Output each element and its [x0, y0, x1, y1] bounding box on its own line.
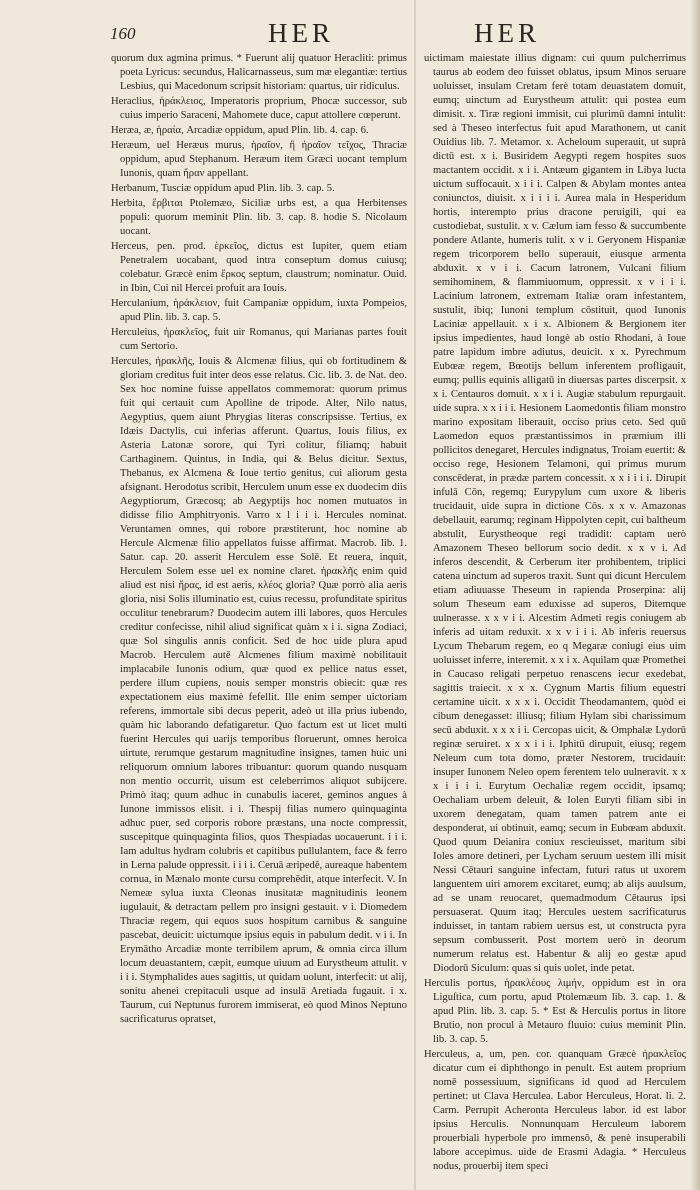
dictionary-entry: Heræa, æ, ἡραία, Arcadiæ oppidum, apud Plin. lib. 4. cap. 6. [111, 125, 369, 136]
dictionary-entry: Herculis portus, ἡρακλέους λιμήν, oppidum est in ora Liguſtica, cum portu, apud Ptolemæum lib. 3. cap. 1. & apud Plin. lib. 3. cap. 5. * Est & Herculis portus in litore Brutio, non procul à Metauro fluuio: cuius meminit Plin. lib. 3. cap. 5. [424, 978, 686, 1045]
dictionary-entry: Herbita, ἕρβιται Ptolemæo, Siciliæ urbs est, a qua Herbitenses populi: quorum meminit Plin. lib. 3. cap. 8. hodie S. Nicolaum uocant. [111, 198, 407, 237]
running-head-left: HER [268, 18, 334, 48]
running-head-right: HER [474, 18, 540, 48]
dictionary-entry: Herculanium, ἡράκλειον, fuit Campaniæ oppidum, iuxta Pompeios, apud Plin. lib. 3. cap. 5. [111, 298, 407, 323]
dictionary-entry: Herceus, pen. prod. ἑρκεῖος, dictus est Iupiter, quem etiam Penetralem uocabant, quod intra conseptum domus cuiusq; colebatur. Græcè enim ἕρκος septum, claustrum; nominatur. Ouid. in Ibin, Cui nil Hercei profuit ara Iouis. [111, 241, 407, 294]
page-edge-shadow [690, 0, 700, 1190]
dictionary-entry: Herbanum, Tusciæ oppidum apud Plin. lib. 3. cap. 5. [111, 183, 335, 194]
column-gutter [414, 0, 416, 1190]
dictionary-entry: quorum dux agmina primus. * Fuerunt alij quatuor Heracliti: primus poeta Lyricus: secundus, Halicarnasseus, sum mæ elegantiæ: tertius Lesbius, qui Macedonum scripsit historiam: quartus, uir ridiculus. [111, 53, 407, 92]
dictionary-entry: uictimam maiestate illius dignam: cui quum pulcherrimus taurus ab eodem deo fuisset oblatus, ipsum Minos seruare uoluisset, insulam Cretam ferè totam deuastatem domuit, eumq; uinctum ad Eurystheum attulit: qui postea eum dimisit. x. Tiræ regioni immisit, cui plurimū damni intulit: sed à Theseo interfectus fuit apud Marathonem, ut canit Ouidius lib. 7. Metamor. x. Acheloum superauit, ut suprà dictū est. x i. Busiridem Aegypti regem hospites suos mactantem occidit. x i i. Antæum gigantem in Libya lucta uictum suffocauit. x i i i. Calpen & Abylam montes antea coniunctos, diuisit. x i i i i. Aurea mala in Hesperidum hortis, interempto prius dracone peruigili, qui ea custodiebat, sustulit. x v. Cælum iam fesso & succumbente pondere Atlante, humeris tulit. x v i. Geryonem Hispaniæ regem tricorporem bello superauit, eiusque armenta abduxit. x v i i. Cacum latronem, Vulcani filium semihominem, & flammiuomum, oppressit. x v i i i. Lacinium latronem, extremam Italiæ oram infestantem, sustulit, ibiq; Iunoni templum cōstituit, quod Iunonis Laciniæ appellauit. x i x. Albionem & Bergionem iter ipsius impedientes, haud longè ab ostio Rhodani, à Ioue patre lapidum imbre adiutus, deuicit. x x. Pyrechmum Eubœæ regem, Bœotijs bellum inferentem profligauit, eumq; pullis equinis alligatū in diuersas partes discerpsit. x x i. Centauros domuit. x x i i. Augiæ stabulum repurgauit. uide supra. x x i i i. Hesionem Laomedontis filiam monstro marino expositam liberauit, occiso prius ceto. Sed quū Laomedon equos præstantissimos in præmium illi pollicitos denegaret, Hercules indignatus, Troiam euertit: & occiso rege, Hesionem Telamoni, qui primus murum conscēderat, in prædæ partem concessit. x x i i i i. Dirupit infulā Cōn, regemq; Eurypylum cum uxore & liberis trucidauit, uide supra in dictione Cōs. x x v. Amazonas debellauit, earumq; reginam Hippolyten cepit, cui baltheum abstulit, Eurystheoque regi tradidit: captam uerò Amazonem Theseo bellorum socio dedit. x x v i. Ad inferos descendit, & Cerberum iter prohibentem, triplici catena uinctum ad superos traxit. Sunt qui dicunt Herculem etiam adiuuasse Theseum in rapienda Proserpina: alij solum Theseum eam eduxisse ad superos, Ditemque uulnerasse. x x v i i. Alcestim Admeti regis coniugem ab inferis ad uitam reduxit. x x v i i i. Ab inferis reuersus Lycum Thebarum regem, eo q Megaræ coniugi eius uim uoluisset inferre, interemit. x x i x. Aquilam quæ Promethei in Caucaso religati perpetuo renascens iecur exedebat, sagittis traiecit. x x x. Cygnum Martis filium equestri certamine uicit. x x x i. Occidit Theodamantem, quòd ei cibum denegasset: illiusq; filium Hylam sibi charissimum secū abduxit. x x x i i. Cercopas uicit, & Omphalæ Lydorū reginæ seruiret. x x x i i i. Iphitū dirupuit, eiusq; regem Neleum cum tota domo, præter Nestorem, trucidauit: insuper Iunonem Neleo opem ferentem telo uulneravit. x x x i i i i. Eurytum Oechaliæ regem occidit, ipsamq; Oechaliam urbem deleuit, & Iolen Euryti filiam sibi in uxorem denegatam, quam tamen patrem ante ei desponderat, ui obtinuit, eamq; secum in Eubœam abduxit. Quod quum Deianira coniux rescieuisset, maritum sibi Ioles amore detineri, per Lycham seruum uestem illi misit Nessi Cētauri sanguine infectam, futuri ratus ut uxorem languentem uiri amorem excitaret, eumq; ab alijs auulsum, ad se unam reuocaret, quemadmodum Cētaurus ipsi persuaserat. Quum itaq; Hercules uestem sacrificaturus induisset, in tantam rabiem uersus est, ut constructa pyra sepsum combusserit. Post mortem uerò in deorum numerum relatus est. Habentur & alij eo gestæ apud Diodorū Siculum: quas si quis uolet, inde petat. [424, 53, 686, 974]
running-header [0, 14, 700, 48]
dictionary-entry: Herculeius, ἡρακλεῖος, fuit uir Romanus, qui Marianas partes fouit cum Sertorio. [111, 327, 407, 352]
dictionary-entry: Hercules, ἡρακλῆς, Iouis & Alcmenæ filius, qui ob fortitudinem & gloriam creditus fuit inter deos esse relatus. Cic. lib. 3. de Nat. deo. Sex hoc nomine fuisse appellatos commemorat: quorum primus fuit qui certauit cum Apolline de tripode. Alter, Nilo natus, Aegyptius, quem aiunt Phrygias literas conscripsisse. Tertius, ex Idæis Dactylis, cui inferias afferunt. Quartus, Iouis filius, ex Asteria Latonæ sorore, qui Tyri colitur, filiamq; habuit Carthaginem. Quintus, in India, qui & Belus dicitur. Sextus, Thebanus, ex Alcmena & Ioue tertio genitus, cui aliorum gesta afsignant. Herodotus scribit, Herculem unum esse ex duodecim diis Aegyptiorum, Græcosq; ab Aegyptijs hoc nomen mutuatos in didisse filio Amphitryonis. Varro x l i i i. Hercules nominat. Veruntamen omnes, qui robore præstiterunt, hoc nomine ab Hercule Alcmenæ filio appellatos fuisse affirmat. Macrob. lib. 1. Satur. cap. 20. asserit Herculem esse Solē. Et reuera, inquit, Herculem Solem esse uel ex nomine claret. ἡρακλῆς enim quid aliud est nisi ἥρας, id est aeris, κλέος gloria? Quæ porrò alia aeris gloria, nisi Solis illuminatio est, cuius recessu, profunditate spiritus occulitur tenebrarum? Duodecim autem illi labores, quos Hercules creditur confecisse, nihil aliud significat quàm x i i. signa Zodiaci, quæ Sol singulis annis conficit. Sed de hoc uide plura apud Macrob. Herculem autē Alcmenes filium maximè nobilitauit implacabile Iunonis odium, quæ quod ex pellice natus esset, perdere illum cupiens, nouis semper monstris obiecit: quæ res expectationem eius maximè fefellit. Ille enim semper uictoriam referens, immortale sibi decus peperit, adeò ut illa prius iubendo, quàm hic laborando defatigaretur. Quo factum est ut licet multi fuerint Hercules qui uarijs temporibus floruerunt, omnes heroica uirtute, rerumque gestarum magnitudine insignes, tamen huic uni reliquorum omnium labores tribuantur: quorum quando nusquam non mentio occurrit, uisum est celeberrimos aliquot subijcere. Primò itaq; quum adhuc in cunabulis iaceret, geminos angues à Iunone immissos elisit. i i. Thespij filias numero quinquaginta adhuc puer, sed corporis robore præstans, una nocte compressit, suscepitque quinquaginta filios, quos Thespiadas uocauerunt. i i i. Iam adultus hydram colubris et capitibus pullulantem, face & ferro in Lerna palude oppressit. i i i i. Ceruā æripedē, aureaque habentem cornua, in Mænalo monte cursu comprehēdit, atque interfecit. V. In Nemeæ sylua iuxta Cleonas inusitatæ magnitudinis leonem iugulauit, & detractam pellem pro insigni gestauit. v i. Diomedem Thraciæ regem, qui equos suos hospitum carnibus & sanguine pascebat, deuicit: uictumque ipsius equis in pabulum dedit. v i i. In Erymātho Arcadiæ monte terribilem aprum, & omnia circa illum locum deuastantem, cæpit, eumque uiuum ad Eurystheum attulit. v i i i. Stymphalides aues sagittis, ut quidam uolunt, interfecit: ut alij, sonitu aheneì crepitaculi usque ad insulā Aretiada fugauit. i x. Taurum, cui Neptunus furorem immiserat, eò quod Minos Neptuno sacrificaturus opratset, [111, 356, 407, 1025]
dictionary-entry: Heraclius, ἡράκλειος, Imperatoris proprium, Phocæ successor, sub cuius imperio Saraceni, Mahomete duce, caput attollere cœperunt. [111, 96, 407, 121]
right-column [424, 52, 686, 1180]
page-number: 160 [110, 24, 136, 43]
dictionary-entry: Heræum, uel Heræus murus, ἡραῖον, ἢ ἡραῖον τεῖχος, Thraciæ oppidum, apud Stephanum. Heræum item Græci uocant templum Iunonis, quam ἥραν appellant. [111, 140, 407, 179]
left-column [111, 52, 407, 1180]
dictionary-entry: Herculeus, a, um, pen. cor. quanquam Græcè ἡρακλεῖος dicatur cum ei diphthongo in penult. Est autem proprium nomē possessiuum, significans id quod ad Herculem pertinet: ut Clava Herculea. Labor Herculeus, Horat. li. 2. Carm. Perrupit Acheronta Herculeus labor. id est labor ipsius Herculis. Nonnunquam Herculeum laborem prouerbiali hyperbole pro immensō, & penè insuperabili labore accepimus. uide de Erasmi Adagia. * Herculeus nodus, prouerbij item speci [424, 1049, 686, 1172]
